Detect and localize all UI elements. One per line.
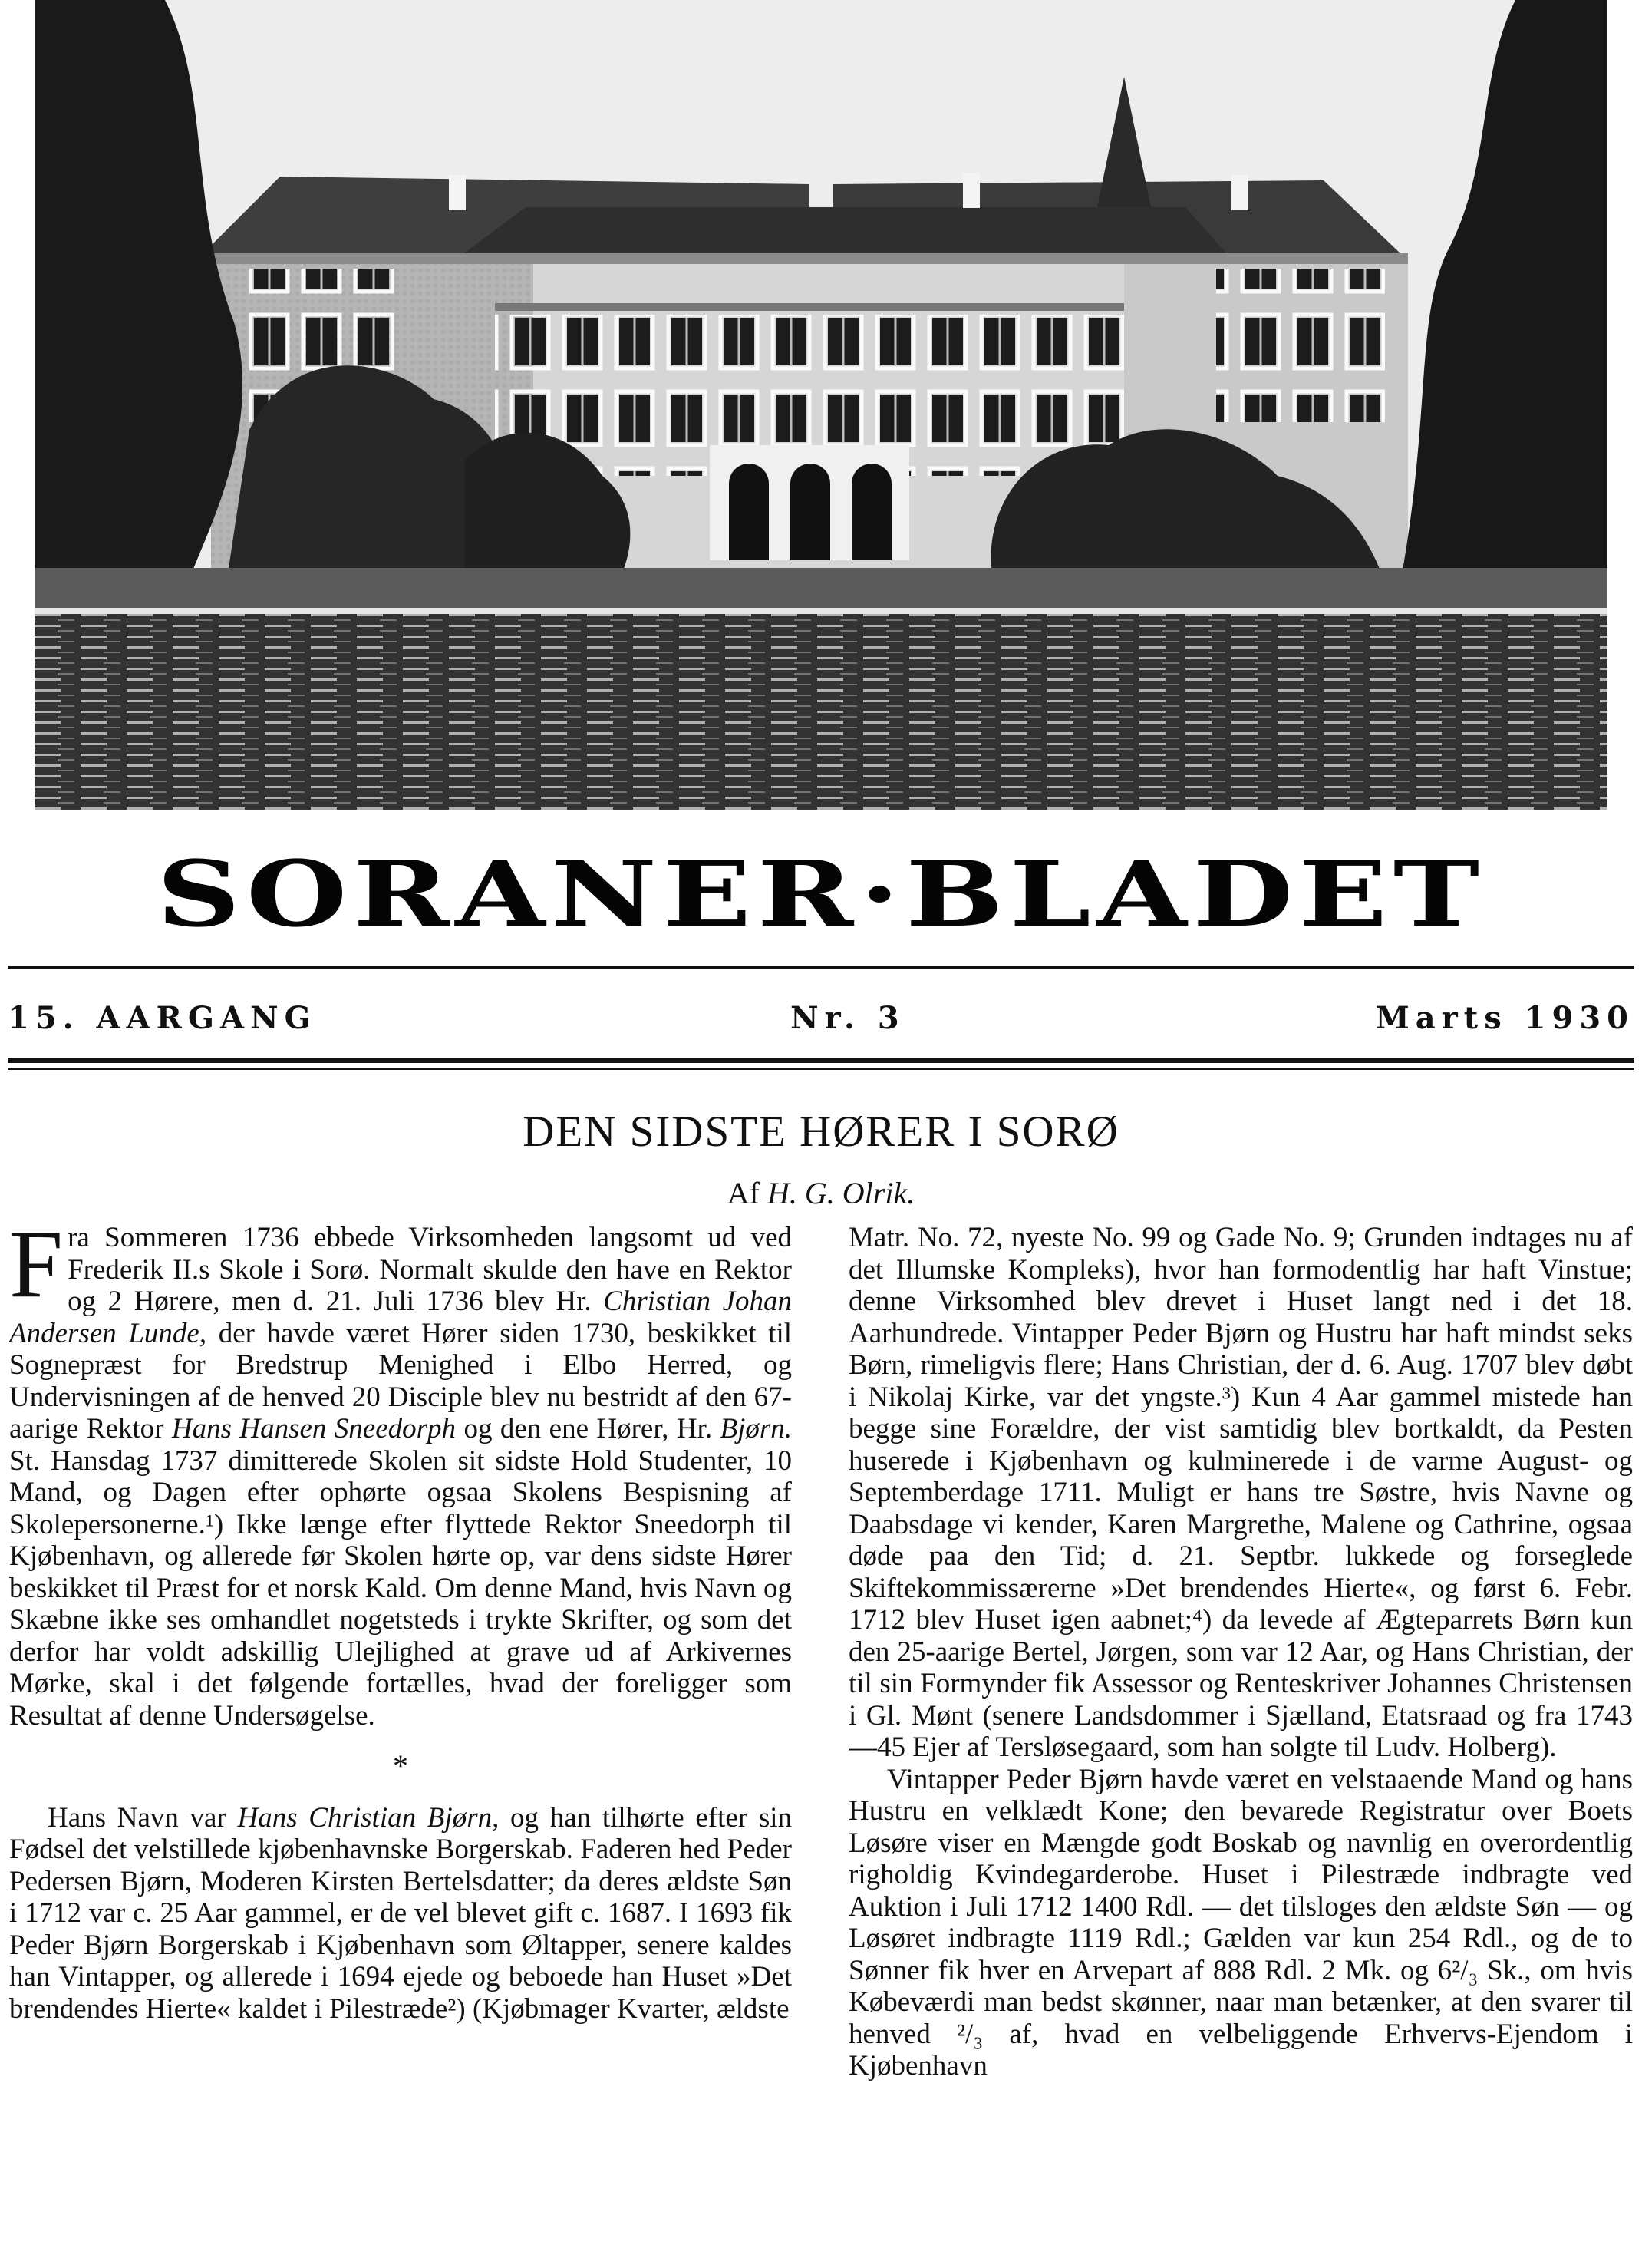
text-run: ra Sommeren 1736 ebbede Virksomheden langsomt ud ved Frederik II.s Skole i Sorø. Normalt skulde den have en Rektor og 2 Hørere, men d. 21. Juli 1736 blev Hr. xyxy=(68,1222,792,1317)
text-run: og han tilhørte efter sin Fødsel det velstillede kjøbenhavnske Borgerskab. Faderen hed Peder Pedersen Bjørn, Moderen Kirsten Bertelsdatter; da deres ældste Søn i 1712 var c. 25 Aar gammel, er de vel blevet gift c. 1687. I 1693 fik Peder Bjørn Borgerskab i Kjøbenhavn som Øltapper, senere kaldes han Vintapper, og allerede i 1694 ejede og beboede han Huset »Det brendendes Hierte« kaldet i Pilestræde²) (Kjøbmager Kvarter, ældste xyxy=(9,1801,792,2025)
paragraph xyxy=(9,1802,792,2025)
issue-info-line xyxy=(8,999,1634,1038)
issue-number: Nr. 3 xyxy=(790,1000,905,1036)
newspaper-masthead: SORANER·BLADET xyxy=(157,840,1485,947)
text-run: der havde været Hører siden 1730, beskikket til Sognepræst for Bredstrup Menighed i Elbo Herred, og Undervisningen af de henved 20 Disciple blev nu bestridt af den 67-aarige Rektor xyxy=(9,1317,792,1444)
drop-cap: F xyxy=(9,1222,64,1318)
byline-prefix: Af xyxy=(727,1176,767,1210)
article-byline xyxy=(0,1174,1642,1213)
masthead-rule-bottom-thin xyxy=(8,1068,1634,1070)
section-divider-asterisk: * xyxy=(393,1748,408,1783)
text-run: St. Hansdag 1737 dimitterede Skolen sit sidste Hold Studenter, 10 Mand, og Dagen efter ophørte ogsaa Skolens Bespisning af Skolepersonerne.¹) Ikke længe efter flyttede Rektor Sneedorph til Kjøbenhavn, og allerede før Skolen hørte op, var dens sidste Hører beskikket til Præst for et norsk Kald. Om denne Mand, hvis Navn og Skæbne ikke ses omhandlet nogetsteds i trykte Skrifter, og som det derfor har voldt adskillig Ulejlighed at grave ud af Arkivernes Mørke, skal i det følgende fortælles, hvad der foreligger som Resultat af denne Undersøgelse. xyxy=(9,1444,792,1732)
paragraph: Matr. No. 72, nyeste No. 99 og Gade No. 9; Grunden indtages nu af det Illumske Kompleks), hvor han formodentlig har haft Vinstue; denne Virksomhed blev drevet i Huset langt ned i det 18. Aarhundrede. Vintapper Peder Bjørn og Hustru har haft mindst seks Børn, rimeligvis flere; Hans Christian, der d. 6. Aug. 1707 blev døbt i Nikolaj Kirke, var det yngste.³) Kun 4 Aar gammel mistede han begge sine Forældre, der vist samtidig blev bortkaldt, da Pesten huserede i Kjøbenhavn og kulminerede i de varme August- og Septemberdage 1711. Muligt er hans tre Søstre, hvis Navne og Daabsdage vi kender, Karen Margrethe, Malene og Cathrine, ogsaa døde paa den Tid; d. 21. Septbr. lukkede og forseglede Skiftekommissærerne »Det brendendes Hierte«, og først 6. Febr. 1712 blev Huset igen aabnet;⁴) da levede af Ægteparrets Børn kun den 25-aarige Bertel, Jørgen, som var 12 Aar, og Hans Christian, der til sin Formynder fik Assessor og Renteskriver Johannes Christensen i Gl. Mønt (senere Landsdommer i Sjælland, Etatsraad og fra 1743—45 Ejer af Tersløsegaard, som han solgte til Ludv. Holberg). xyxy=(849,1222,1633,1763)
article-column-right xyxy=(849,1222,1633,2266)
byline-author: H. G. Olrik. xyxy=(767,1176,915,1210)
paragraph xyxy=(9,1222,792,1732)
person-name: Hans Hansen Sneedorph xyxy=(171,1413,457,1444)
masthead-rule-top xyxy=(8,966,1634,969)
person-name: Hans Christian Bjørn, xyxy=(237,1801,500,1834)
volume-label: 15. AARGANG xyxy=(8,1000,317,1036)
article-title: DEN SIDSTE HØRER I SORØ xyxy=(523,1108,1119,1156)
issue-date: Marts 1930 xyxy=(1375,1000,1634,1036)
text-run: og den ene Hører, Hr. xyxy=(456,1413,720,1444)
masthead-rule-bottom-thick xyxy=(8,1058,1634,1063)
person-name: Bjørn. xyxy=(720,1413,792,1444)
academy-building-photo xyxy=(35,0,1607,810)
text-run: Hans Navn var xyxy=(48,1801,238,1834)
person-name: Christian Johan Andersen Lunde, xyxy=(9,1286,792,1349)
article-column-left xyxy=(9,1222,792,2266)
paragraph: Vintapper Peder Bjørn havde været en velstaaende Mand og hans Hustru en velklædt Kone; den bevarede Registratur over Boets Løsøre viser en Mængde godt Boskab og navnlig en overordentlig righoldig Kvindegarderobe. Huset i Pilestræde indbragte ved Auktion i Juli 1712 1400 Rdl. — det tilsloges den ældste Søn — og Løsøret indbragte 1119 Rdl.; Gælden var kun 254 Rdl., og de to Sønner fik hver en Arvepart af 888 Rdl. 2 Mk. og 6²/₃ Sk., om hvis Købeværdi man bedst skønner, naar man betænker, at den svarer til henved ²/₃ af, hvad en velbeliggende Erhvervs-Ejendom i Kjøbenhavn xyxy=(849,1763,1633,2081)
